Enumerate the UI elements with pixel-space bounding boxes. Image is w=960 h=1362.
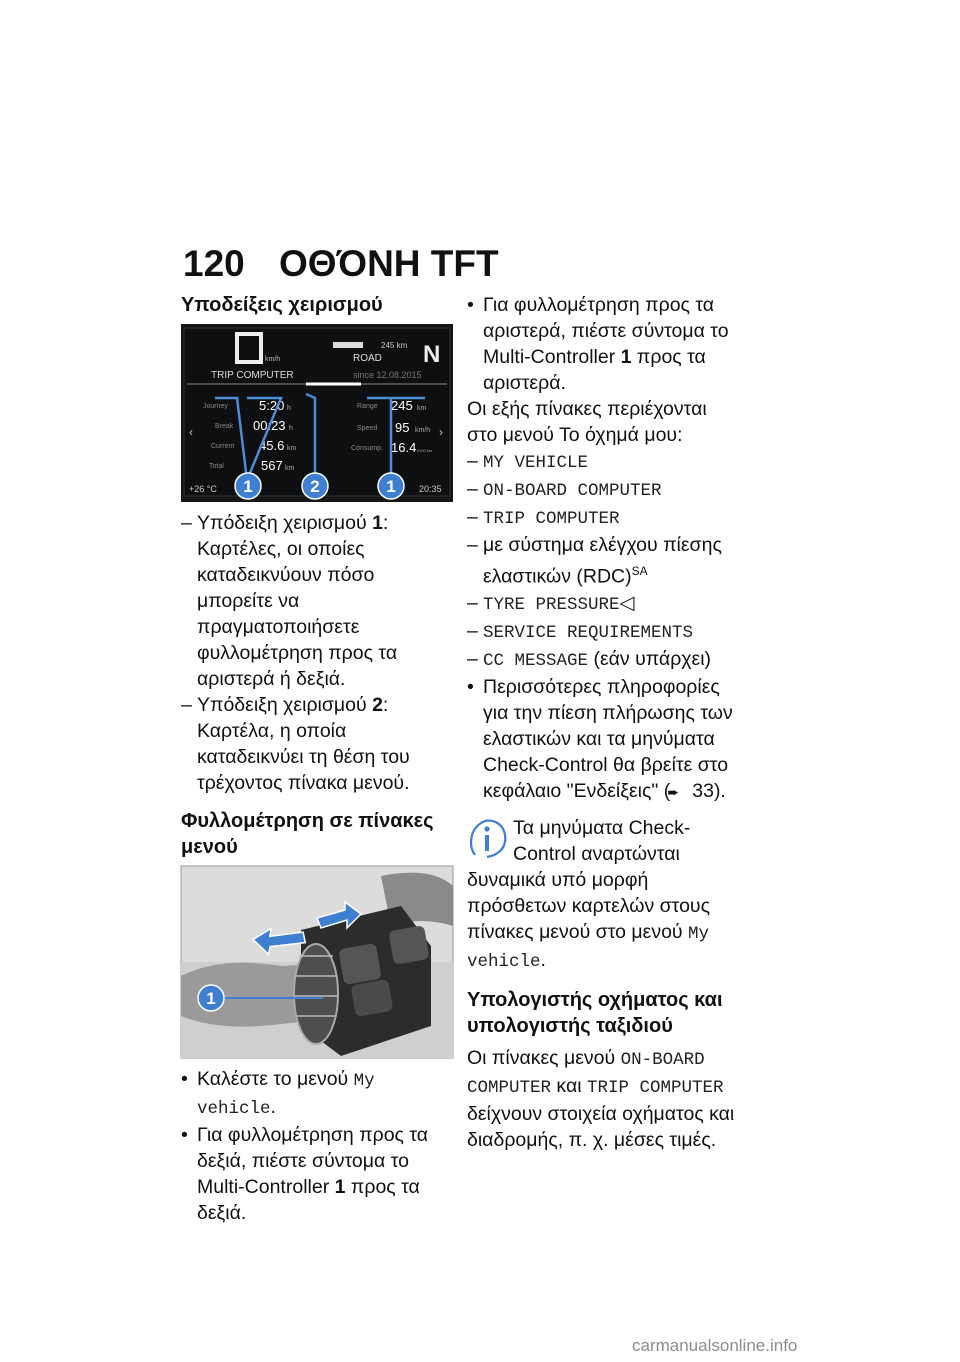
- watermark: carmanualsonline.info: [632, 1336, 798, 1355]
- more-info-close: ).: [713, 779, 726, 802]
- menu-item-my-vehicle: MY VEHICLE: [483, 453, 589, 473]
- heading-scroll-menus: Φυλλομέτρηση σε πίνακες μενού: [181, 810, 434, 858]
- info-icon: [467, 817, 507, 861]
- computers-text-b: και: [551, 1074, 587, 1097]
- tft-current-unit: km: [287, 445, 297, 452]
- tft-total-unit: km: [285, 465, 295, 472]
- tft-journey-value: 5:20: [259, 398, 285, 413]
- handlebar-controller-figure: [181, 866, 453, 1058]
- menu-list-item: [467, 448, 741, 476]
- menu-list-item: [467, 476, 741, 504]
- tft-current-label: Current: [211, 443, 235, 450]
- menu-item-trip-computer: TRIP COMPUTER: [483, 509, 620, 529]
- hint-2: [181, 692, 453, 796]
- step-scroll-left: [467, 292, 741, 396]
- tft-speed-unit: km/h: [265, 356, 281, 363]
- tft-since: since 12.08.2015: [353, 370, 422, 380]
- step-scroll-right: [181, 1122, 453, 1226]
- menu-item-rdc-text: με σύστημα ελέγχου πίεσης ελαστικών (RDC): [483, 534, 722, 588]
- tft-gear: N: [423, 341, 441, 368]
- step-call-menu-text: Καλέστε το μενού: [197, 1068, 354, 1090]
- computers-code-trip: TRIP COMPUTER: [586, 1077, 724, 1098]
- callout-1-left: [235, 473, 261, 499]
- hint-2-text-b: : Καρτέλα, η οποία καταδεικνύει τη θέση του τρέχοντος πίνακα μενού.: [197, 694, 410, 794]
- tft-break-unit: h: [289, 425, 293, 432]
- option-badge: SA: [631, 564, 648, 578]
- tft-break-value: 00:23: [253, 418, 286, 433]
- more-info-text: Περισσότερες πληροφορίες για την πίεση πλήρωσης των ελαστικών και τα μηνύματα Check-Control θα βρείτε στο κεφάλαιο "Ενδείξεις" (: [483, 675, 733, 802]
- step-call-menu-code: My vehicle: [197, 1071, 375, 1119]
- tft-avg-speed-value: 95: [395, 420, 410, 435]
- menu-item-cc-message-note: (εάν υπάρχει): [588, 647, 712, 670]
- tft-range-label: Range: [357, 403, 378, 410]
- tft-avg-speed-unit: km/h: [415, 427, 431, 434]
- hint-2-text-a: Υπόδειξη χειρισμού: [197, 694, 373, 716]
- menu-item-on-board-computer: ON-BOARD COMPUTER: [483, 481, 662, 501]
- end-of-option-icon: ◁: [619, 591, 635, 614]
- menu-list-intro: Οι εξής πίνακες περιέχονται στο μενού Το όχημά μου:: [467, 398, 707, 446]
- menu-item-service-requirements: SERVICE REQUIREMENTS: [483, 622, 694, 643]
- computers-text-c: δείχνουν στοιχεία οχήματος και διαδρομής, π. χ. μέσες τιμές.: [467, 1102, 735, 1151]
- tft-mode: ROAD: [353, 353, 382, 364]
- tft-total-value: 567: [261, 458, 283, 473]
- tft-range-unit: km: [417, 405, 427, 412]
- hint-1-number: 1: [372, 512, 383, 534]
- step-scroll-left-text-b: προς τα αριστερά.: [483, 346, 706, 394]
- callout-1-left-number: 1: [243, 477, 253, 496]
- hint-1-text-b: : Καρτέλες, οι οποίες καταδεικνύουν πόσο μπορείτε να πραγματοποιήσετε φυλλομέτρηση προς τα αριστερά ή δεξιά.: [197, 512, 398, 690]
- info-note: [467, 815, 741, 975]
- tft-journey-label: Journey: [203, 403, 228, 410]
- hint-1-text-a: Υπόδειξη χειρισμού: [197, 512, 373, 534]
- menu-item-cc-message: CC MESSAGE: [483, 650, 589, 671]
- step-scroll-right-text-b: προς τα δεξιά.: [197, 1176, 420, 1224]
- step-scroll-left-number: 1: [620, 346, 632, 368]
- page-reference-arrow-icon: ➨: [667, 783, 680, 800]
- tft-consumption-label: Consump.: [351, 445, 383, 452]
- info-note-period: .: [540, 948, 546, 971]
- info-note-code: My vehicle: [467, 923, 710, 972]
- tft-current-value: 45.6: [259, 438, 285, 453]
- tft-total-label: Total: [209, 463, 224, 470]
- callout-1-right-number: 1: [386, 477, 396, 496]
- tft-tab: TRIP COMPUTER: [211, 370, 294, 381]
- computers-text-a: Οι πίνακες μενού: [467, 1046, 621, 1069]
- menu-list-item: [467, 646, 741, 674]
- menu-list-item: [467, 590, 741, 618]
- tft-range-top: 245 km: [381, 341, 408, 350]
- tft-range-value: 245: [391, 398, 413, 413]
- tft-speed: 0: [81, 224, 82, 225]
- menu-list-item: [467, 618, 741, 646]
- tft-journey-unit: h: [287, 405, 291, 412]
- tft-temperature: +26 °C: [189, 484, 217, 494]
- tft-avg-speed-label: Speed: [357, 425, 378, 432]
- heading-operating-hints: Υποδείξεις χειρισμού: [181, 294, 383, 316]
- page-number: 120: [183, 243, 245, 284]
- fuel-bars: [333, 342, 363, 348]
- handlebar-callout-1: [198, 985, 224, 1011]
- computers-paragraph: [467, 1045, 741, 1153]
- hint-2-number: 2: [372, 694, 383, 716]
- step-scroll-right-number: 1: [334, 1176, 346, 1198]
- callout-1-right: [378, 473, 404, 499]
- callout-2: [302, 473, 328, 499]
- page-header: [183, 243, 499, 285]
- page-title: ΟΘΌΝΗ TFT: [279, 243, 499, 284]
- tft-clock: 20:35: [419, 484, 442, 494]
- step-call-menu: [181, 1066, 453, 1122]
- tft-scroll-left-icon: ‹: [189, 425, 193, 439]
- handlebar-callout-number: 1: [206, 989, 216, 1008]
- tft-consumption-value: 16.4: [391, 440, 417, 455]
- computers-code-on-board: ON-BOARD COMPUTER: [467, 1049, 705, 1098]
- tft-break-label: Break: [215, 423, 234, 430]
- tft-scroll-right-icon: ›: [439, 425, 443, 439]
- heading-computers: Υπολογιστής οχήματος και υπολογιστής ταξιδιού: [467, 988, 723, 1037]
- callout-2-number: 2: [310, 477, 320, 496]
- info-note-text-b: δυναμικά υπό μορφή πρόσθετων καρτελών στους πίνακες μενού στο μενού: [467, 868, 710, 943]
- menu-list-item: [467, 532, 741, 590]
- page-reference-number[interactable]: 33: [692, 779, 714, 802]
- tft-consumption-unit: l/100 km: [417, 448, 433, 453]
- step-scroll-left-text-a: Για φυλλομέτρηση προς τα αριστερά, πιέστε σύντομα το Multi-Controller: [483, 294, 729, 368]
- more-info: [467, 674, 741, 805]
- info-note-body: [467, 867, 741, 975]
- step-scroll-right-text-a: Για φυλλομέτρηση προς τα δεξιά, πιέστε σύντομα το Multi-Controller: [197, 1124, 429, 1198]
- menu-list-item: [467, 504, 741, 532]
- step-call-menu-period: .: [270, 1096, 276, 1118]
- info-note-text-a: Τα μηνύματα Check-Control αναρτώνται: [513, 816, 691, 865]
- right-column: [467, 292, 741, 1153]
- menu-item-tyre-pressure: TYRE PRESSURE: [483, 594, 620, 615]
- hint-1: [181, 510, 453, 692]
